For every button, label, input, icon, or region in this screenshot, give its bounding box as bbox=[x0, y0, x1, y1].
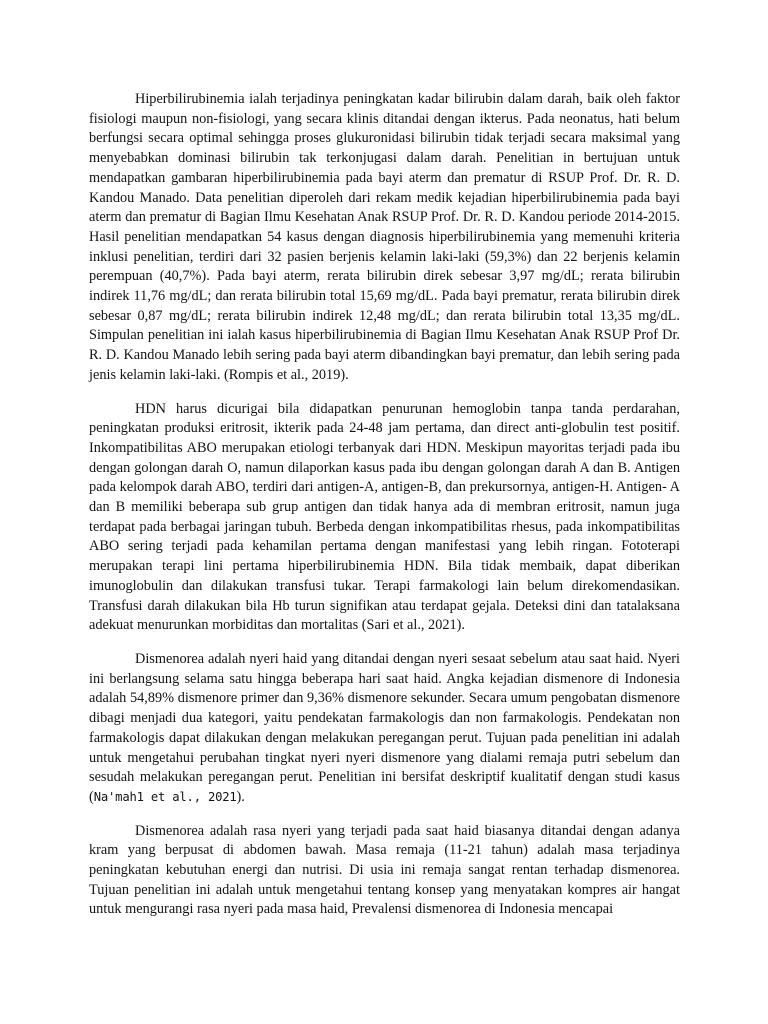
document-page bbox=[89, 90, 680, 934]
paragraph-text: HDN harus dicurigai bila didapatkan penurunan hemoglobin tanpa tanda perdarahan, peningkatan produksi eritrosit, ikterik pada 24-48 jam pertama, dan direct anti-globulin test positif. Inkompatibilitas ABO merupakan etiologi terbanyak dari HDN. Meskipun mayoritas terjadi pada ibu dengan golongan darah O, namun dilaporkan kasus pada ibu dengan golongan darah A dan B. Antigen pada kelompok darah ABO, terdiri dari antigen-A, antigen-B, dan prekursornya, antigen-H. Antigen- A dan B memiliki beberapa sub grup antigen dan tidak hanya ada di membran eritrosit, namun juga terdapat pada berbagai jaringan tubuh. Berbeda dengan inkompatibilitas rhesus, pada inkompatibilitas ABO sering terjadi pada kehamilan pertama dengan manifestasi yang lebih ringan. Fototerapi merupakan terapi lini pertama hiperbilirubinemia HDN. Bila tidak membaik, dapat diberikan imunoglobulin dan dilakukan transfusi tukar. Terapi farmakologi lain belum direkomendasikan. Transfusi darah dilakukan bila Hb turun signifikan atau terdapat gejala. Deteksi dini dan tatalaksana adekuat menurunkan morbiditas dan mortalitas (Sari et al., 2021). bbox=[89, 400, 680, 634]
paragraph-dismenorea-peregangan bbox=[89, 650, 680, 808]
paragraph-text: Hiperbilirubinemia ialah terjadinya peningkatan kadar bilirubin dalam darah, baik oleh faktor fisiologi maupun non-fisiologi, yang secara klinis ditandai dengan ikterus. Pada neonatus, hati belum berfungsi secara optimal sehingga proses glukuronidasi bilirubin tidak terjadi secara maksimal yang menyebabkan dominasi bilirubin tak terkonjugasi dalam darah. Penelitian in bertujuan untuk mendapatkan gambaran hiperbilirubinemia pada bayi aterm dan prematur di RSUP Prof. Dr. R. D. Kandou Manado. Data penelitian diperoleh dari rekam medik kejadian hiperbilirubinemia pada bayi aterm dan prematur di Bagian Ilmu Kesehatan Anak RSUP Prof. Dr. R. D. Kandou periode 2014-2015. Hasil penelitian mendapatkan 54 kasus dengan diagnosis hiperbilirubinemia yang memenuhi kriteria inklusi penelitian, terdiri dari 32 pasien berjenis kelamin laki-laki (59,3%) dan 22 berjenis kelamin perempuan (40,7%). Pada bayi aterm, rerata bilirubin direk sebesar 3,97 mg/dL; rerata bilirubin indirek 11,76 mg/dL; dan rerata bilirubin total 15,69 mg/dL. Pada bayi prematur, rerata bilirubin direk sebesar 0,87 mg/dL; rerata bilirubin indirek 12,48 mg/dL; dan rerata bilirubin total 13,35 mg/dL. Simpulan penelitian ini ialah kasus hiperbilirubinemia di Bagian Ilmu Kesehatan Anak RSUP Prof Dr. R. D. Kandou Manado lebih sering pada bayi aterm dibandingkan bayi prematur, dan lebih sering pada jenis kelamin laki-laki. (Rompis et al., 2019). bbox=[89, 91, 680, 383]
paragraph-text: Dismenorea adalah rasa nyeri yang terjadi pada saat haid biasanya ditandai dengan adanya kram yang berpusat di abdomen bawah. Masa remaja (11-21 tahun) adalah masa terjadinya peningkatan kebutuhan energi dan nutrisi. Di usia ini remaja sangat rentan terhadap dismenorea. Tujuan penelitian ini adalah untuk mengetahui tentang konsep yang menyatakan kompres air hangat untuk mengurangi rasa nyeri pada masa haid, Prevalensi dismenorea di Indonesia mencapai bbox=[89, 822, 680, 918]
paragraph-text: Dismenorea adalah nyeri haid yang ditandai dengan nyeri sesaat sebelum atau saat haid. Nyeri ini berlangsung selama satu hingga beberapa hari saat haid. Angka kejadian dismenore di Indonesia adalah 54,89% dismenore primer dan 9,36% dismenore sekunder. Secara umum pengobatan dismenore dibagi menjadi dua kategori, yaitu pendekatan farmakologis dan non farmakologis. Pendekatan non farmakologis dapat dilakukan dengan melakukan peregangan perut. Tujuan pada penelitian ini adalah untuk mengetahui perubahan tingkat nyeri nyeri dismenore yang dialami remaja putri sebelum dan sesudah melakukan peregangan perut. Penelitian ini bersifat deskriptif kualitatif dengan studi kasus ( bbox=[89, 650, 680, 805]
paragraph-hiperbilirubinemia bbox=[89, 90, 680, 386]
paragraph-tail: ). bbox=[236, 788, 245, 805]
paragraph-dismenorea-kompres bbox=[89, 822, 680, 921]
citation-namah: Na'mah1 et al., 2021 bbox=[93, 789, 237, 804]
paragraph-hdn bbox=[89, 400, 680, 636]
